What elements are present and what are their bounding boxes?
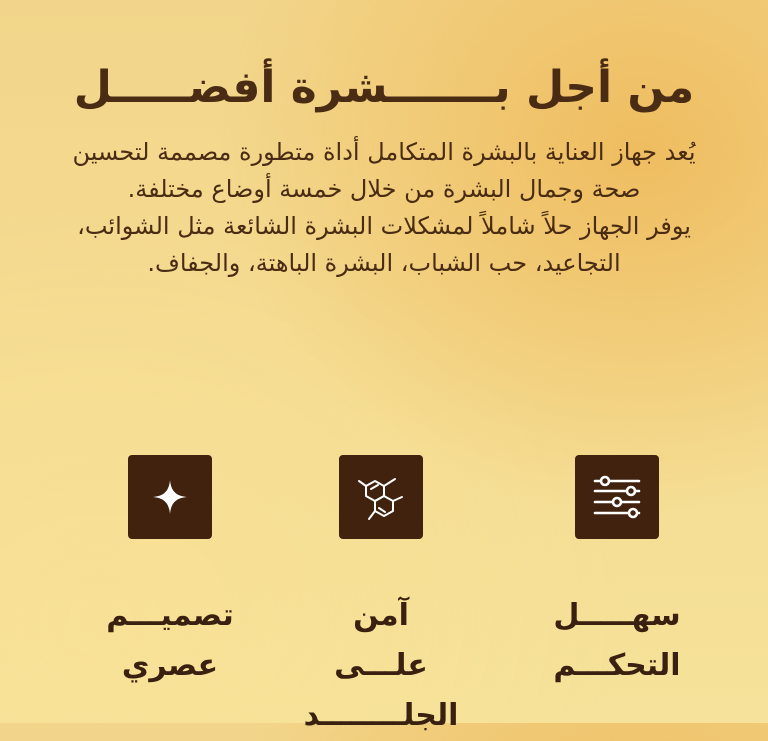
sparkle-icon [128, 455, 212, 539]
feature-modern-design [90, 455, 250, 691]
feature-label-line-2: عصري [121, 648, 219, 683]
feature-label [90, 591, 250, 691]
feature-label-line-2: التحكـــم [553, 648, 681, 683]
feature-skin-safe [301, 455, 461, 741]
feature-label-line-1: تصميـــم [106, 598, 234, 633]
feature-easy-control [537, 455, 697, 691]
page-title: من أجل بـــــــشرة أفضـــــل [73, 62, 695, 113]
features-row [0, 455, 768, 733]
feature-label [537, 591, 697, 691]
feature-label [301, 591, 461, 741]
feature-label-line-1: آمن علـــى [334, 598, 428, 683]
molecule-icon [339, 455, 423, 539]
description-paragraph-2: يوفر الجهاز حلاً شاملاً لمشكلات البشرة الشائعة مثل الشوائب، التجاعيد، حب الشباب، البشرة الباهتة، والجفاف. [77, 212, 691, 277]
feature-label-line-2: الجلــــــــد [303, 698, 459, 733]
description [64, 134, 704, 282]
description-paragraph-1: يُعد جهاز العناية بالبشرة المتكامل أداة متطورة مصممة لتحسين صحة وجمال البشرة من خلال خمسة أوضاع مختلفة. [72, 138, 696, 203]
feature-label-line-1: سهـــــل [553, 598, 681, 633]
sliders-icon [575, 455, 659, 539]
